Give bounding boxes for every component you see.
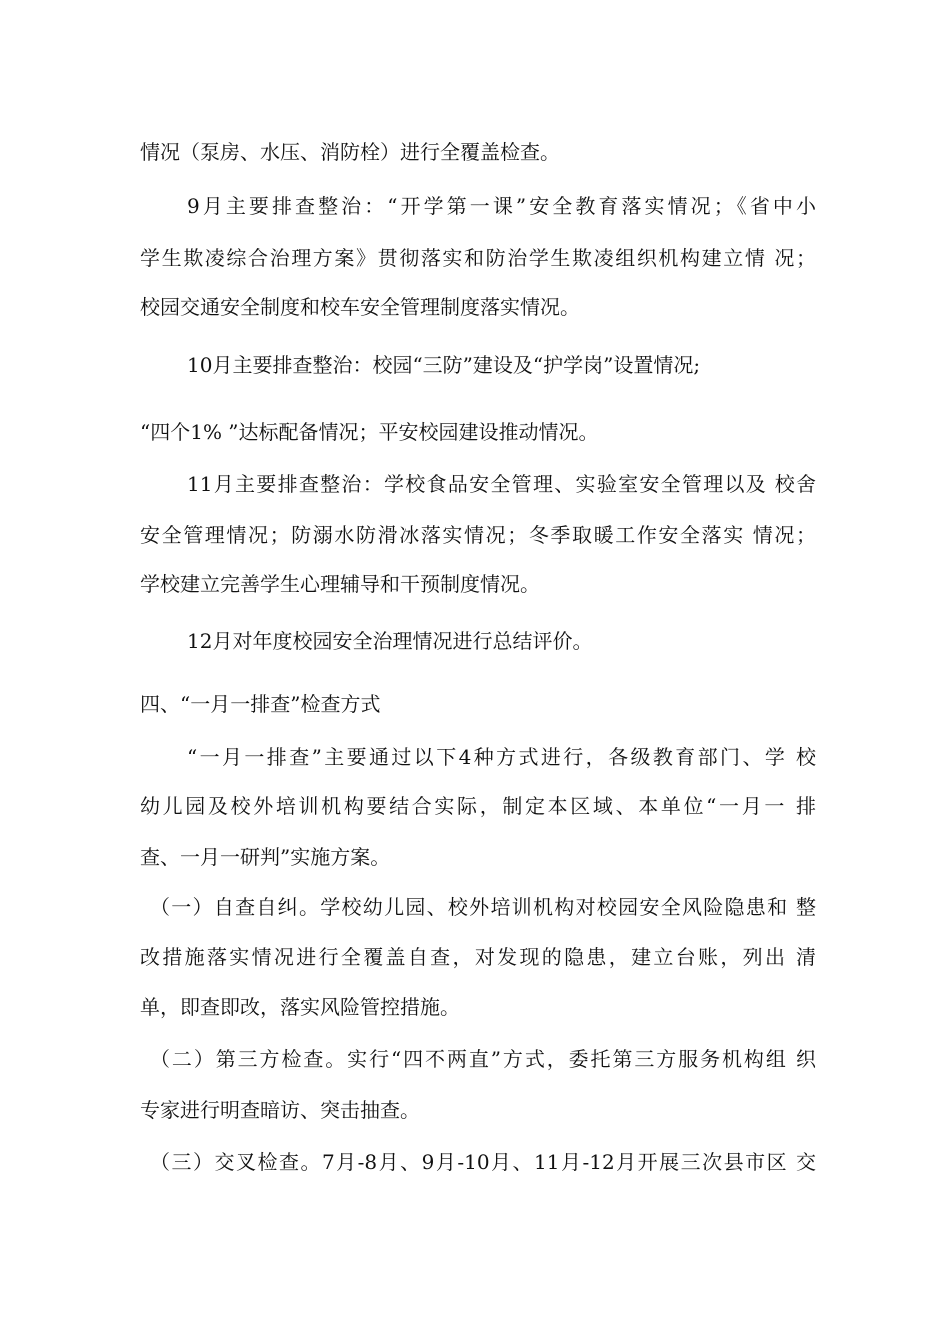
body-line: （三）交叉检查。7月-8月、9月-10月、11月-12月开展三次县市区 交 (150, 1150, 816, 1174)
body-line: 情况（泵房、水压、消防栓）进行全覆盖检查。 (140, 140, 560, 164)
body-line: “一月一排查”主要通过以下4种方式进行，各级教育部门、学 校 (187, 745, 816, 769)
body-line: 查、一月一研判”实施方案。 (140, 845, 391, 869)
body-line: 校园交通安全制度和校车安全管理制度落实情况。 (140, 295, 580, 319)
body-line: 单，即查即改，落实风险管控措施。 (140, 995, 460, 1019)
body-line: 学生欺凌综合治理方案》贯彻落实和防治学生欺凌组织机构建立情 况； (140, 246, 816, 270)
body-line: 10月主要排查整治：校园“三防”建设及“护学岗”设置情况; (187, 353, 701, 377)
section-heading: 四、“一月一排查”检查方式 (140, 692, 381, 716)
body-line: 12月对年度校园安全治理情况进行总结评价。 (187, 629, 593, 653)
body-line: （一）自查自纠。学校幼儿园、校外培训机构对校园安全风险隐患和 整 (150, 895, 816, 919)
body-line: （二）第三方检查。实行“四不两直”方式，委托第三方服务机构组 织 (150, 1047, 816, 1071)
body-line: 安全管理情况；防溺水防滑冰落实情况；冬季取暖工作安全落实 情况； (140, 523, 816, 547)
body-line: 改措施落实情况进行全覆盖自查，对发现的隐患，建立台账，列出 清 (140, 945, 816, 969)
body-line: 9月主要排查整治：“开学第一课”安全教育落实情况；《省中小 (187, 194, 816, 218)
body-line: 学校建立完善学生心理辅导和干预制度情况。 (140, 572, 540, 596)
body-line: “四个1% ”达标配备情况；平安校园建设推动情况。 (140, 420, 599, 444)
body-line: 幼儿园及校外培训机构要结合实际，制定本区域、本单位“一月一 排 (140, 794, 816, 818)
body-line: 11月主要排查整治：学校食品安全管理、实验室安全管理以及 校舍 (187, 472, 816, 496)
body-line: 专家进行明查暗访、突击抽查。 (140, 1098, 420, 1122)
